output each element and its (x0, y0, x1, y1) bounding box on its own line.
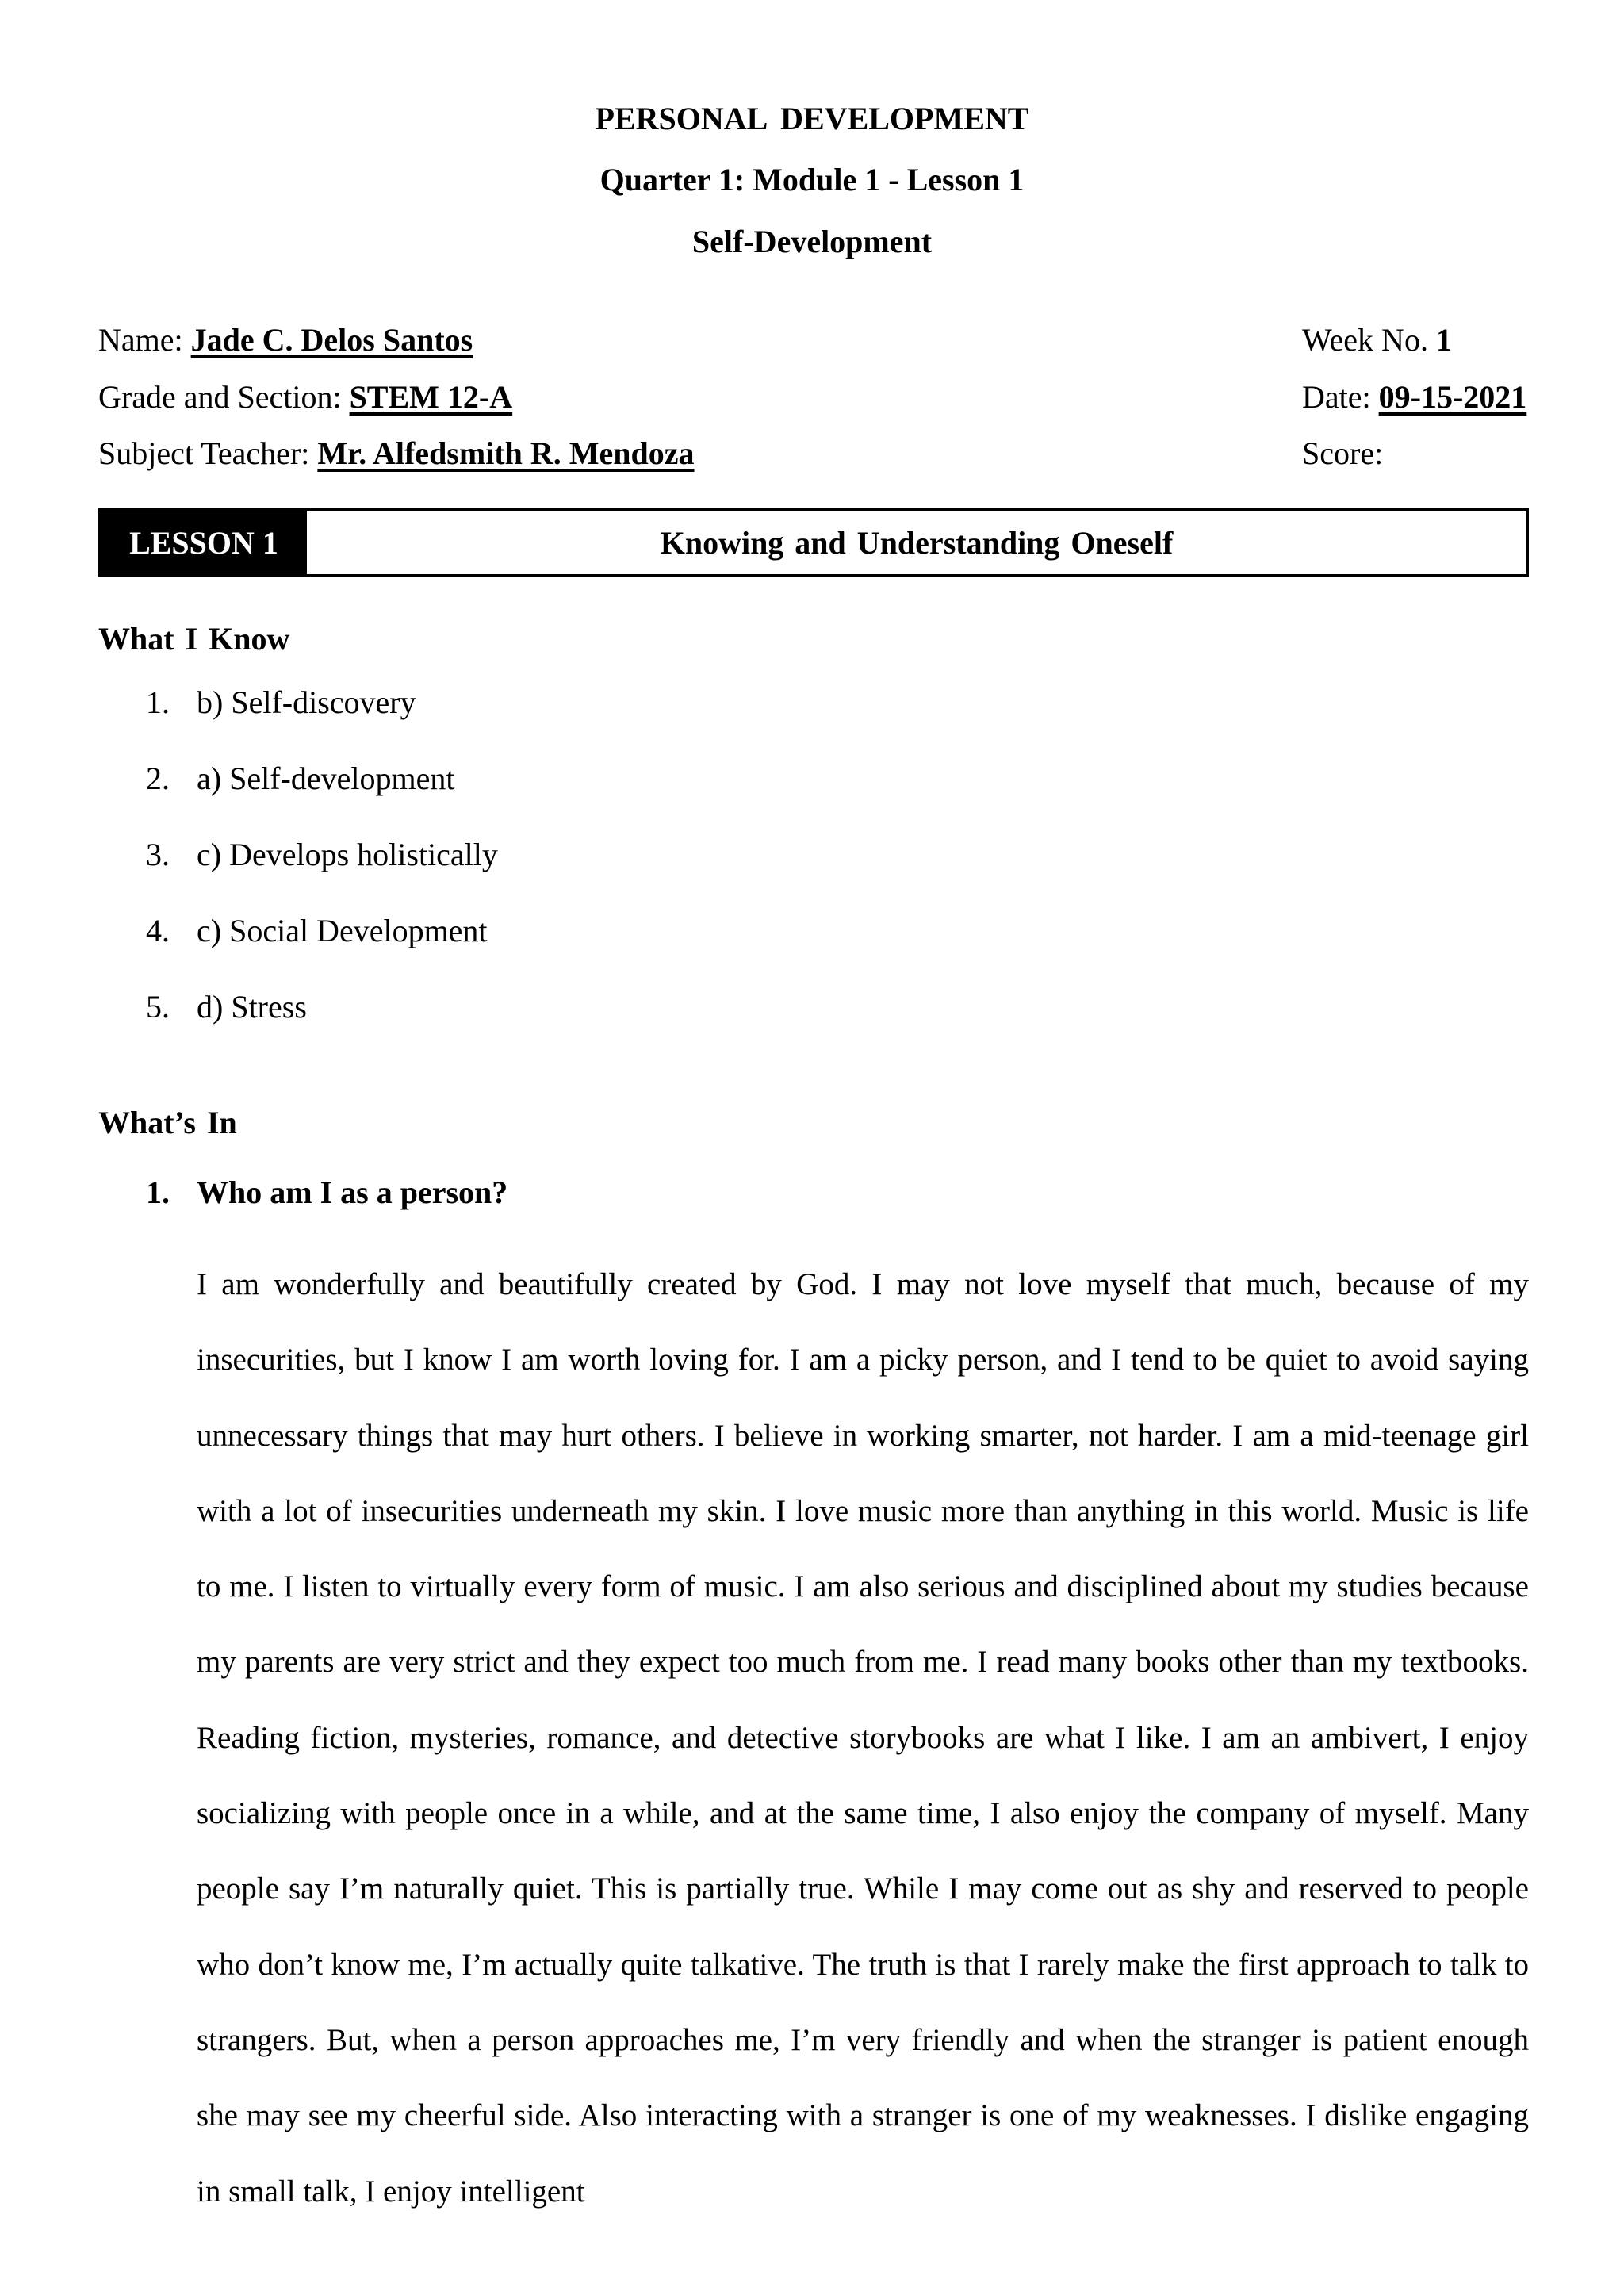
grade-row (98, 378, 512, 416)
lesson-tag: LESSON 1 (101, 511, 307, 574)
item-text: a) Self-development (197, 761, 455, 796)
grade-label: Grade and Section: (98, 379, 342, 415)
score-label: Score: (1302, 435, 1384, 471)
whats-in-heading: What’s In (98, 1105, 237, 1140)
date-value: 09-15-2021 (1378, 379, 1527, 415)
question-row (146, 1174, 508, 1212)
item-number: 1. (146, 684, 170, 720)
lesson-title: Knowing and Understanding Oneself (660, 524, 1174, 561)
item-text: d) Stress (197, 989, 307, 1025)
week-label: Week No. (1302, 322, 1428, 358)
name-value: Jade C. Delos Santos (190, 322, 473, 358)
item-number: 5. (146, 989, 170, 1025)
item-number: 3. (146, 837, 170, 872)
item-text: c) Develops holistically (197, 837, 498, 872)
teacher-label: Subject Teacher: (98, 435, 310, 471)
answer-paragraph: I am wonderfully and beautifully created by God. I may not love myself that much, because of my insecurities, but I know I am worth loving for. I am a picky person, and I tend to be quiet to avoid saying unnecessary things that may hurt others. I believe in working smarter, not harder. I am a mid-teenage girl with a lot of insecurities underneath my skin. I love music more than anything in this world. Music is life to me. I listen to virtually every form of music. I am also serious and disciplined about my studies because my parents are very strict and they expect too much from me. I read many books other than my textbooks. Reading fiction, mysteries, romance, and detective storybooks are what I like. I am an ambivert, I enjoy socializing with people once in a while, and at the same time, I also enjoy the company of myself. Many people say I’m naturally quiet. This is partially true. While I may come out as shy and reserved to people who don’t know me, I’m actually quite talkative. The truth is that I rarely make the first approach to talk to strangers. But, when a person approaches me, I’m very friendly and when the stranger is patient enough she may see my cheerful side. Also interacting with a stranger is one of my weaknesses. I dislike engaging in small talk, I enjoy intelligent (197, 1267, 1529, 2209)
what-i-know-heading: What I Know (98, 621, 290, 657)
date-label: Date: (1302, 379, 1371, 415)
item-number: 4. (146, 913, 170, 948)
name-label: Name: (98, 322, 183, 358)
item-text: b) Self-discovery (197, 684, 416, 720)
document-topic: Self-Development (691, 224, 933, 259)
item-number: 2. (146, 761, 170, 796)
question-number: 1. (146, 1174, 170, 1210)
question-text: Who am I as a person? (197, 1174, 508, 1210)
lesson-banner (98, 508, 1529, 577)
name-row (98, 321, 473, 359)
teacher-value: Mr. Alfedsmith R. Mendoza (317, 435, 695, 471)
week-value: 1 (1435, 322, 1452, 358)
week-row (1302, 321, 1452, 359)
grade-value: STEM 12-A (349, 379, 513, 415)
document-title: PERSONAL DEVELOPMENT (595, 101, 1029, 136)
document-subtitle: Quarter 1: Module 1 - Lesson 1 (599, 162, 1025, 197)
item-text: c) Social Development (197, 913, 488, 948)
teacher-row (98, 435, 695, 473)
score-row (1302, 435, 1383, 473)
date-row (1302, 378, 1526, 416)
